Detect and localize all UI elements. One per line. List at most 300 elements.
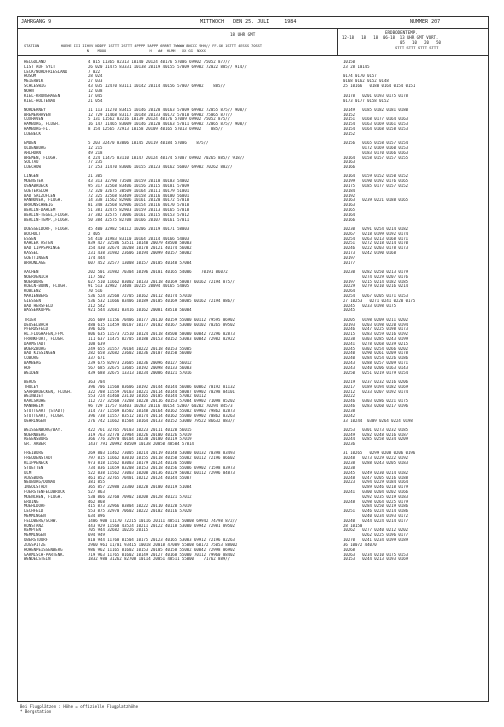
observation-code-column-row: 719 963 11765 81602 10149 20127 40168 55000 70112 79960 88402 — [88, 552, 235, 557]
soil-temp-column-row: 10248 0273 0229 0222 0192 — [343, 456, 409, 461]
observation-code-column-row: 12 729 11468 83117 10148 20133 40172 57010 69902 75065 877// — [88, 112, 233, 117]
utc-label: 18 UHR GMT — [230, 32, 256, 37]
observation-code-column-row: 1832 980 31262 82708 10114 20051 48511 55000 71762 889// — [88, 557, 231, 562]
observation-code-column-row: 21 305 — [88, 174, 103, 179]
observation-code-column-row: 522 838 11562 73003 10200 20136 40129 56002 60112 72996 84873 — [88, 470, 235, 475]
observation-code-column-row: 14 338 11562 82906 10161 20120 40172 57010 — [88, 198, 190, 203]
observation-code-column — [88, 174, 189, 222]
observation-code-column-row: 108 639 — [88, 341, 105, 346]
observation-code-column-row: 381 855 — [88, 480, 105, 485]
soil-temp-column-row: 10217 0189 0194 0182 0169 — [343, 384, 409, 389]
station-name-column-row: MEMMINGEN — [24, 514, 46, 519]
station-name-column-row: STUTTGART, FLUGH. — [24, 413, 65, 418]
observation-code-column-row: 396 738 11557 83512 10174 20114 40162 55000 69902 70862 83263 — [88, 413, 235, 418]
station-name-column-row: REGENSBURG — [24, 437, 49, 442]
station-name-column-row: BREMERHAVEN — [24, 112, 51, 117]
station-name-column-row: KARLSRUHE — [24, 399, 46, 404]
station-name-column-row: FREIBURG — [24, 451, 44, 456]
station-name-column-row: NORDERNEY — [24, 107, 46, 112]
soil-temp-column-row: 10230 0291 0254 0214 0182 — [343, 227, 409, 232]
station-name-column-row: NOHN — [24, 88, 34, 93]
station-name-column — [24, 451, 65, 562]
soil-temp-column-row: 10240 0244 0224 0214 0177 — [343, 518, 409, 523]
observation-code-column — [88, 227, 192, 266]
observation-code-column-row: 45 400 32982 50112 10206 20119 40171 58003 — [88, 227, 190, 232]
station-name-column-row: BAD LIPPSPRINGE — [24, 246, 61, 251]
soil-temp-column-row: 0240 0234 0193 0172 — [343, 514, 409, 519]
column-subheader: N MOOO H ## HLMH XX GG NXXX — [24, 49, 206, 53]
station-name-column-row: LIST AUF SYLT — [24, 64, 56, 69]
observation-code-column-row: 81 348 32568 82906 10154 20116 40170 57010 — [88, 203, 190, 208]
observation-code-column-row: 2960 961 11/01 93415 10018 20018 47009 55008 60172 75053 88002 — [88, 542, 238, 547]
soil-temp-column-row: 10223 0294 0229 0184 0164 — [343, 480, 409, 485]
observation-code-column-row: 91 513 32982 73408 10215 20094 40165 54005 — [88, 284, 190, 289]
soil-temp-column-row: 10177 — [343, 260, 356, 265]
observation-code-column-row: 319 763 32770 23904 10226 20100 40126 57019 — [88, 432, 192, 437]
soil-temp-column-row: 10246 0303 0286 0221 0175 — [343, 399, 409, 404]
station-name-column — [24, 174, 70, 222]
soil-temp-column-row: 31 10265 0299 0208 0206 0196 — [343, 451, 416, 456]
station-name-column — [24, 227, 70, 266]
station-name-column-row: LINGEN — [24, 174, 39, 179]
observation-code-column-row: 480 615 11459 40107 10177 20102 40167 53000 60102 70265 89502 — [88, 322, 235, 327]
station-name-column-row: MANNHEIM — [24, 404, 44, 409]
observation-code-column-row: 634 896 — [88, 514, 105, 519]
time-subheader: 12-18 18 18 06-18 13 UHR GMT VORT. — [342, 35, 439, 40]
observation-code-column-row: 1437 791 20992 40509 10138 20050 48504 57014 — [88, 442, 194, 447]
soil-temp-column-row: 10151 0168 0177 0164 0163 — [343, 117, 409, 122]
observation-code-column-row: 365 857 22988 23300 10220 20100 40119 51004 — [88, 485, 192, 490]
soil-temp-column-row: 23 28 10145 — [343, 64, 370, 69]
station-name-column-row: HANNOVER, FLUGH. — [24, 198, 63, 203]
station-name-column-row: BRAUNSCHWEIG — [24, 203, 53, 208]
soil-temp-column-row: 10238 — [343, 465, 356, 470]
observation-code-column-row: 49 218 — [88, 150, 103, 155]
soil-temp-column-row: 10153 0244 0213 0193 0169 — [343, 557, 409, 562]
station-name-column-row: BERLIN-TEGEL,FLUGH. — [24, 212, 70, 217]
soil-temp-column-row: 10242 — [343, 413, 356, 418]
observation-code-column-row: 806 635 11573 72510 10124 20118 48500 58000 60042 72296 82873 — [88, 332, 235, 337]
station-name-column-row: MEMMINGEN — [24, 533, 46, 538]
soil-temp-column-row: 10251 0272 0218 0214 0170 — [343, 241, 409, 246]
station-name-column-row: BREMEN, FLUGH. — [24, 155, 58, 160]
observation-code-column-row: 5 131 11562 83216 10139 20124 40176 57009 69902 75052 875// — [88, 117, 231, 122]
observation-code-column-row: 265 609 11156 70406 10177 20110 40159 55000 60112 79595 86902 — [88, 317, 235, 322]
column-divider — [17, 55, 489, 56]
station-name-column-row: DUESSELDORF, FLUGH. — [24, 227, 70, 232]
station-name-column-row: GOETTINGEN — [24, 255, 49, 260]
soil-temp-column-row: 0173 0177 0158 0152 — [343, 98, 389, 103]
soil-temp-column-row: 10197 0215 0214 0182 0185 — [343, 279, 409, 284]
station-name-column-row: KAHLER ASTEN — [24, 241, 53, 246]
soil-temp-column-row: 10245 — [343, 308, 356, 313]
station-name-column-row: WEIDEN — [24, 370, 39, 375]
observation-code-column-row: 276 742 11662 81504 10164 20133 40152 53000 79522 86632 883// — [88, 418, 235, 423]
soil-temp-column-row: 10243 0288 0257 0209 0171 — [343, 361, 409, 366]
soil-temp-column-row: 0289 0246 0218 0179 — [343, 485, 409, 490]
station-name-column — [24, 380, 72, 423]
soil-temp-column — [343, 141, 408, 170]
observation-code-column-row: 11 113 11270 83415 10146 20128 40163 57009 69902 72055 875// 908// — [88, 107, 247, 112]
soil-temp-column-row: 10244 0285 0258 0234 0209 — [343, 437, 409, 442]
station-name-column-row: OSNABRUECK — [24, 184, 49, 189]
observation-code-column-row: 72 320 32675 30509 10164 20111 40179 51001 — [88, 188, 190, 193]
station-name-column — [24, 141, 58, 170]
observation-code-column-row: 282 658 32682 23602 10236 20107 40150 56000 — [88, 351, 192, 356]
observation-code-column-row: 337 671 — [88, 356, 105, 361]
soil-temp-column — [343, 318, 408, 376]
station-name-column-row: INGOLSTADT — [24, 485, 49, 490]
station-name-column-row: WASSERKUPPE — [24, 308, 51, 313]
soil-temp-column-row: 10163 — [343, 160, 356, 165]
soil-temp-column-row: 10173 0242 0190 0168 — [343, 251, 396, 256]
observation-code-column-row: 396 626 — [88, 327, 105, 332]
soil-temp-column-row: 10262 0277 0240 0212 0202 — [343, 528, 409, 533]
station-name-column-row: PFERDSFELD — [24, 327, 49, 332]
soil-temp-column-row: 10246 0222 0203 0178 0173 — [343, 246, 409, 251]
soil-temp-column-row: 10152 — [343, 131, 356, 136]
observation-code-column-row: 154 430 32674 10208 10170 20121 40174 56002 — [88, 246, 192, 251]
depth-columns: STTT STTT STTT STTT — [395, 45, 439, 50]
soil-temp-column-row: 10163 — [343, 203, 356, 208]
observation-code-column-row: 111 637 11475 82705 10180 20153 40152 53003 60042 72982 82922 — [88, 337, 235, 341]
observation-code-column-row: 269 803 11462 73005 10214 20119 40148 53000 60132 70398 83493 — [88, 451, 235, 456]
observation-code-column — [88, 428, 194, 447]
soil-temp-column — [343, 270, 415, 313]
station-name-column-row: WUERZBURG — [24, 346, 46, 351]
soil-temp-column-row: 10268 — [343, 547, 356, 552]
soil-temp-column-row: 10253 0301 0273 0232 0185 — [343, 427, 409, 432]
soil-temp-column-row: 10175 0185 0177 0157 0152 — [343, 184, 409, 189]
soil-temp-column-row: 10248 0247 0205 0216 0188 — [343, 475, 409, 480]
soil-temp-column — [343, 60, 415, 103]
station-name-column-row: TRIER — [24, 317, 37, 322]
station-name-column-row: BAD HERSFELD — [24, 303, 53, 308]
soil-temp-column-row: 10184 — [343, 188, 356, 193]
soil-temp-column-row: 10163 0239 0221 0188 0165 — [343, 198, 409, 203]
soil-temp-column-row: 10222 — [343, 394, 356, 399]
observation-code-column-row: 363 704 — [88, 380, 105, 384]
soil-temp-column-row: 10248 0298 0264 0225 0179 — [343, 499, 409, 504]
depth-labels: 05 10 20 50 — [400, 40, 441, 45]
observation-code-column-row: 415 873 32966 83804 10222 20110 40120 57019 — [88, 504, 192, 509]
observation-code-column-row: 17 045 — [88, 93, 103, 98]
soil-temp-column — [343, 428, 408, 447]
observation-code-column-row: 12 038 — [88, 88, 103, 93]
station-name-column-row: KLIPPENECK — [24, 461, 49, 466]
observation-code-column-row: 43 035 12470 83111 10142 20114 40156 57007 69902 885// — [88, 84, 226, 89]
soil-temp-column-row: 10263 0234 0210 0175 0153 — [343, 552, 409, 557]
station-name-column-row: FREUDENSTADT — [24, 456, 53, 461]
soil-temp-column-row: 10164 — [343, 212, 356, 217]
station-name-column-row: MUENSTER — [24, 179, 44, 184]
station-name-column-row: KIEL-KRONSHAGEN — [24, 93, 61, 98]
observation-code-column-row: 694 949 — [88, 533, 105, 538]
station-name-column-row: HAMBURG-FL. — [24, 127, 51, 132]
observation-code-column-row: 12 215 — [88, 145, 103, 150]
station-name-column-row: ERDING — [24, 499, 39, 504]
station-name-column-row: BAD SALZUFLEN — [24, 193, 56, 198]
station-name-column-row: KIEL-HOLTENAU — [24, 98, 56, 103]
soil-temp-column-row: 10192 — [343, 193, 356, 198]
station-name-column-row: WENDELSTEIN — [24, 557, 51, 562]
soil-temp-column — [343, 227, 408, 266]
soil-temp-column-row: 10165 — [343, 208, 356, 213]
station-name-column-row: KEMPTEN — [24, 528, 41, 533]
observation-code-column-row: 607 452 32577 13008 10157 20105 40148 57004 — [88, 260, 192, 265]
observation-code-column-row — [88, 132, 247, 137]
station-name-column-row: HOF — [24, 365, 32, 370]
station-name-column-row: BAMBERG — [24, 361, 41, 366]
soil-temp-column-row: 10246 0247 0225 0198 0173 — [343, 327, 409, 332]
soil-temp-column — [343, 174, 408, 222]
station-name-column-row: NUERNBERG — [24, 432, 46, 437]
soil-temp-column-row: 10236 — [343, 442, 356, 447]
observation-code-column-row: 112 727 32568 73208 10228 20116 40153 57004 69902 71098 85202 — [88, 399, 235, 404]
station-name-column-row: NUERBURG — [24, 279, 44, 284]
observation-code-column-row: 530 866 32760 70902 10208 20128 40121 57012 — [88, 494, 192, 499]
observation-code-column-row: 5 203 32470 83006 10145 20119 40184 57006 875// — [88, 141, 209, 146]
issue-number: NUMMER 207 — [410, 19, 441, 25]
soil-temp-column-row: 10178 0201 0193 0175 0178 — [343, 93, 409, 98]
soil-temp-column-row: 10199 0190 0192 0176 0165 — [343, 179, 409, 184]
observation-code-column-row: 249 655 31557 70104 10222 20118 40153 55005 — [88, 346, 192, 351]
observation-code-column-row: 117 502 — [88, 274, 105, 279]
station-name-column — [24, 60, 67, 103]
soil-temp-column-row: 10238 — [343, 408, 356, 413]
station-name-column-row: THOLEY — [24, 384, 39, 389]
observation-code-column-row: 21 054 — [88, 98, 103, 103]
observation-code-column-row: 921 544 32681 83416 10162 20081 48510 56004 — [88, 308, 192, 313]
observation-code-column-row: 443 929 11568 43524 10211 20122 40118 53000 69942 72981 89502 — [88, 523, 235, 528]
station-name-column-row: AUGSBURG — [24, 475, 44, 480]
station-name-column-row: HUSUM — [24, 74, 37, 79]
station-name-column-row: KOBLENZ — [24, 289, 41, 294]
station-name-column — [24, 318, 65, 376]
observation-code-column-row: 50 384 32575 82708 10166 20107 40161 57011 — [88, 217, 190, 222]
observation-code-column — [88, 451, 237, 562]
soil-temp-column-row: 10150 — [343, 60, 356, 64]
observation-code-column-row: 810 944 11768 81504 10175 20123 40165 53003 69912 72196 82263 — [88, 538, 235, 543]
station-name-column-row: LUEBECK — [24, 131, 41, 136]
soil-temp-column-row: 10230 0282 0250 0213 0179 — [343, 269, 409, 274]
observation-code-column-row: 527 863 — [88, 489, 105, 494]
observation-code-column-row: 28 024 — [88, 74, 103, 79]
station-name-column-row: LECHFELD — [24, 509, 44, 514]
observation-code-column-row: 51 381 32475 82903 10159 20113 40165 57010 — [88, 208, 190, 213]
soil-temp-column-row: 10238 0288 0243 0205 0183 — [343, 461, 409, 466]
station-name-column-row: STUTTGART (STADT) — [24, 408, 65, 413]
station-name-column-row: HL.FLUGHAFEN,FFM. — [24, 332, 65, 337]
volume-label: JAHRGANG 9 — [21, 19, 52, 25]
observation-code-column-row: 536 524 32568 72705 10162 20112 40174 57010 — [88, 294, 192, 299]
observation-code-column — [88, 318, 235, 376]
station-name-column-row: MEIERWIK — [24, 79, 44, 84]
station-name-column-row: KOELN-BONN, FLUGH. — [24, 284, 68, 289]
observation-code-column-row: 37 382 32575 73006 10161 20115 40153 57012 — [88, 212, 190, 217]
observation-code-column-row: 95 317 32568 83406 10156 20115 40181 57009 — [88, 184, 190, 189]
observation-code-column-row: 26 020 11475 83331 10138 20119 40155 57009 69902 72022 885// 914// — [88, 64, 247, 69]
observation-code-column-row: 174 444 — [88, 255, 105, 260]
station-name-column-row: ZUGSPITZE — [24, 542, 46, 547]
station-name-column-row: OBERSTDORF — [24, 538, 49, 543]
observation-code-column-row: 627 510 11662 83002 10133 20118 40169 58007 60162 72194 875// — [88, 279, 235, 284]
station-name-column-row: HOHENPEISSENBERG — [24, 547, 63, 552]
observation-code-column-row: 462 868 — [88, 499, 105, 504]
station-name-column-row: NOERVENICH — [24, 274, 49, 279]
soil-temp-column-row: 10152 — [343, 112, 356, 117]
soil-temp-column-row: 10250 0251 0219 0179 0154 — [343, 370, 409, 375]
soil-temp-column-row: 10229 0279 0210 0216 0214 — [343, 284, 409, 289]
station-name-column-row: OLDENBURG — [24, 145, 46, 150]
observation-code-column-row: 202 501 31982 70304 10196 20101 40165 54006 70191 86072 — [88, 269, 228, 274]
station-name-column-row: BERUS — [24, 380, 37, 384]
station-name-column — [24, 428, 63, 447]
soil-temp-column-row: 10243 0240 0206 0163 0143 — [343, 365, 409, 370]
observation-code-column-row: 986 962 11165 81602 10153 20105 40158 55002 60042 72998 86902 — [88, 547, 235, 552]
station-name-column-row: SOLTAU — [24, 160, 39, 165]
observation-code-column-row: 231 438 31982 23606 10194 20099 40157 58002 — [88, 251, 192, 256]
station-name-column-row: GR. ARBER — [24, 442, 46, 447]
soil-temp-column-row: 10166 — [343, 165, 356, 170]
soil-temp-column-row: 10245 0249 0230 0214 0182 — [343, 470, 409, 475]
station-name-column-row: WEINBIET — [24, 394, 44, 399]
observation-code-column-row: 322 708 11559 70103 10221 20114 40144 58007 69902 70298 84101 — [88, 389, 235, 394]
observation-code-column-row: 797 815 11662 83010 10155 20118 40150 55002 60112 72196 86602 — [88, 456, 235, 461]
station-name-column-row: HAMBURG, FLUGH. — [24, 122, 61, 127]
soil-temp-column-row: 28 10150 — [343, 523, 363, 528]
soil-temp-column-row: 0292 0235 0219 0183 — [343, 494, 409, 499]
soil-temp-column-row: 10166 — [343, 217, 356, 222]
observation-code-column-row: 461 852 32765 70401 10212 20124 40144 55007 — [88, 475, 192, 480]
station-name-column-row: FRANKFURT, FLUGH. — [24, 337, 65, 341]
observation-code-column-row: 239 675 82973 23605 10236 20096 40127 56012 — [88, 361, 192, 366]
station-name-column-row: BRAUNLAGE — [24, 260, 46, 265]
station-name-column-row: AACHEN — [24, 269, 39, 274]
vertical-divider — [337, 28, 338, 55]
station-name-column-row: BOCHOLT — [24, 231, 41, 236]
station-name-column-row: LUECHOW — [24, 165, 41, 170]
observation-code-column-row: 439 688 32675 13313 10234 20086 40121 57016 — [88, 370, 192, 375]
observation-code-column-row: 7 022 — [88, 69, 101, 74]
station-name-column-row: GUETERSLOH — [24, 188, 49, 193]
soil-temp-column-row: 10197 — [343, 255, 356, 260]
date-line: MITTWOCH DEN 25. JULI 1984 — [200, 19, 297, 25]
soil-temp-column-row: 0183 0170 0166 0163 — [343, 150, 409, 155]
soil-temp-column-row: 10245 0302 0254 0266 0202 — [343, 346, 409, 351]
observation-code-column-row: 27 033 — [88, 79, 103, 84]
station-name-column-row: BAD KISSINGEN — [24, 351, 56, 356]
header-divider — [17, 28, 489, 29]
soil-temp-label: ERDBODENTEMP. — [385, 30, 418, 35]
station-name-column-row: BERLIN-DAHLEM — [24, 208, 56, 213]
observation-code-column-row: 973 818 11562 83003 10179 20124 40136 55000 — [88, 461, 192, 466]
soil-temp-column-row: 10254 0267 0205 0171 0153 — [343, 294, 409, 299]
observation-code-column-row: 43 313 32790 73508 10159 20118 40183 54002 — [88, 179, 190, 184]
soil-temp-column-row: 10241 0300 0204 0202 0166 — [343, 489, 409, 494]
soil-temp-column-row: 0274 0229 0207 0176 — [343, 274, 409, 279]
observation-code-column-row: 96 729 11757 83403 10283 20116 40154 52007 60202 70294 84573 — [88, 404, 233, 409]
station-name-column-row: SCHLESWIG — [24, 84, 46, 89]
observation-code-column-row: 396 706 11568 83606 10192 20144 40144 56006 60062 70192 81132 — [88, 384, 235, 389]
station-name-column-row: ULM — [24, 470, 32, 475]
observation-code-column-row: 314 737 11569 83502 10148 20164 40162 55002 69902 79862 82873 — [88, 408, 235, 413]
soil-temp-column-row: 0174 0170 0157 — [343, 74, 377, 79]
observation-code-column — [88, 270, 235, 313]
soil-temp-column-row: 10240 0290 0261 0209 0178 — [343, 351, 409, 356]
footnote-airports: Bei Flugplätzen : Höhe = offizielle Flugplatzhöhe — [20, 704, 139, 709]
soil-temp-column-row: 10267 0218 0199 0192 0174 — [343, 231, 409, 236]
soil-temp-column-row: 10240 0284 0254 0226 0186 — [343, 356, 409, 361]
observation-code-column-row: 8 154 12565 72913 10158 20109 40165 57013 69902 885// — [88, 127, 223, 132]
soil-temp-column-row: 10270 0241 0234 0199 0189 — [343, 538, 409, 543]
soil-temp-column-row: 10238 0303 0285 0243 0199 — [343, 337, 409, 341]
soil-temp-column-row: 0168 0162 0152 0148 — [343, 79, 389, 84]
observation-code-column-row: 422 761 32765 70103 10223 20111 40120 56015 — [88, 427, 192, 432]
soil-temp-column-row: 10215 0283 0259 0216 0192 — [343, 332, 409, 337]
observation-code-column-row: 54 410 31983 83110 10164 20114 40166 54003 — [88, 236, 190, 241]
observation-code-column-row: 77 235 — [88, 160, 103, 165]
station-name-column-row: BERLIN-TEMP.,FLUGH. — [24, 217, 70, 222]
observation-code-column-row: 17 253 11470 83006 10155 20123 40162 56007 69902 70262 882// — [88, 165, 233, 170]
observation-code-column-row: 1486 908 11170 72215 10116 20111 48511 50008 69942 74798 872// — [88, 518, 238, 523]
station-name-column-row: AHLHORN — [24, 150, 41, 155]
soil-temp-column — [343, 451, 415, 562]
station-name-column-row: ESSEN — [24, 236, 37, 241]
soil-temp-column-row: 10212 0233 0207 0192 0174 — [343, 389, 409, 394]
soil-temp-column-row: 10254 0263 0213 0168 0171 — [343, 236, 409, 241]
observation-code-column-row: 2 405 — [88, 231, 101, 236]
soil-temp-column-row: 10164 0158 0157 0157 0155 — [343, 155, 409, 160]
station-name-column-row: GIESSEN — [24, 298, 41, 303]
observation-code-column-row: 72 325 32568 83409 10158 20116 40180 56001 — [88, 193, 190, 198]
station-name-column-row: KASSEL — [24, 251, 39, 256]
station-name-column-row: DARMSTADT — [24, 341, 46, 346]
soil-temp-column-row: 27 10253 0271 0241 0220 0175 — [343, 298, 416, 303]
station-name-column-row: MUENCHEN, FLUGH. — [24, 494, 63, 499]
station-name-column-row: SAARBRUECKEN, FLUGH. — [24, 389, 73, 394]
observation-code-column — [88, 108, 247, 137]
soil-temp-column — [343, 108, 408, 137]
observation-code-column-row: 212 542 — [88, 303, 105, 308]
station-name-column-row: MUEHLDORF — [24, 504, 46, 509]
soil-temp-column-row: 36 10072 44070 — [343, 542, 377, 547]
observation-code-column-row: 705 944 32682 10226 20115 — [88, 528, 149, 533]
soil-temp-column-row: 0172 0169 0160 0153 — [343, 145, 409, 150]
station-name-column-row: FELDBERG/SCHW. — [24, 518, 58, 523]
station-name-column-row: GARMISCH-PARTENK. — [24, 552, 65, 557]
observation-code-column-row: 366 776 32970 40104 10230 20100 40119 57019 — [88, 437, 192, 442]
soil-temp-column-row: 0284 0250 0219 0186 — [343, 504, 409, 509]
station-name-column-row: MARIENBERG — [24, 294, 49, 299]
observation-code-column-row: 536 532 11666 83406 10189 20105 40169 58005 60162 72194 886// — [88, 298, 235, 303]
observation-code-column-row: 567 685 32675 13605 10192 20098 40133 56003 — [88, 365, 192, 370]
footnote-mountain: * Bergstation — [20, 709, 52, 714]
station-name-column-row: NEUBURG/DONAU — [24, 480, 56, 485]
soil-temp-column-row: 10164 0159 0152 0150 0152 — [343, 174, 409, 179]
soil-temp-column-row: 10154 0164 0168 0158 0153 — [343, 127, 409, 132]
station-name-column-row: HELGOLAND — [24, 60, 46, 64]
station-name-column-row: CUXHAVEN — [24, 117, 44, 122]
observation-code-column — [88, 380, 235, 423]
soil-temp-column-row: 10205 0198 0209 0211 0202 — [343, 317, 409, 322]
soil-temp-column-row: 25 10166 0180 0164 0154 0151 — [343, 84, 416, 89]
observation-code-column — [88, 60, 247, 103]
station-name-column-row: LECK/NORDFRIESLAND — [24, 69, 68, 74]
observation-code-column-row: 553 875 32970 70602 10222 20102 40116 57020 — [88, 509, 192, 514]
station-name-column-row: FUERSTENFELDBRUCK — [24, 489, 65, 494]
soil-temp-column-row: 10264 — [343, 289, 356, 294]
